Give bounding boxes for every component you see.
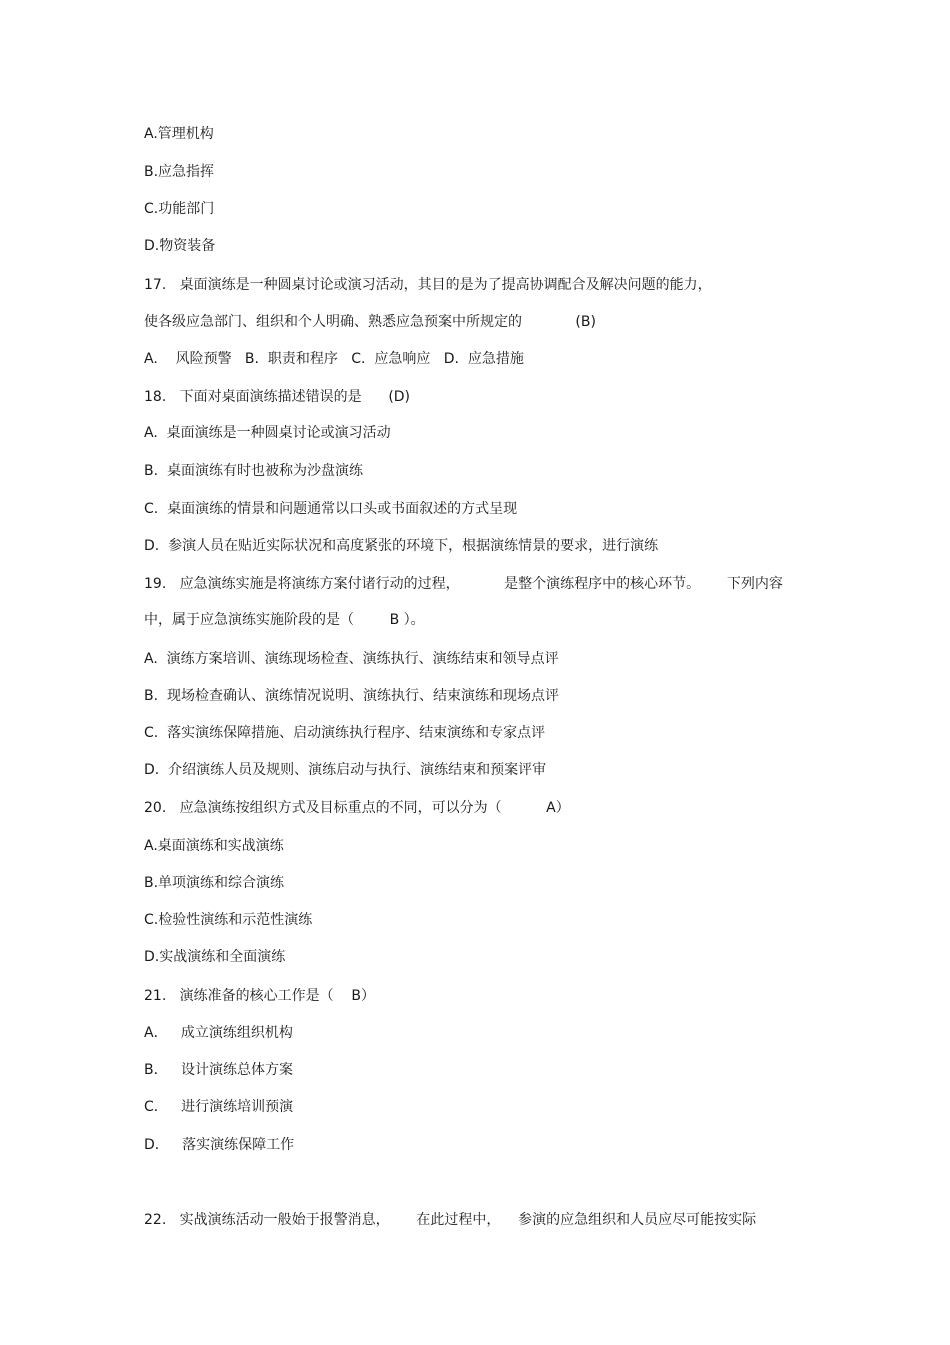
question-22-line: 22. 实战演练活动一般始于报警消息， 在此过程中， 参演的应急组织和人员应尽可能按实际 [144,1212,757,1228]
question-18-option-b: B. 桌面演练有时也被称为沙盘演练 [144,463,363,479]
option-d-line: D.物资装备 [144,238,216,254]
question-21-option-a: A． 成立演练组织机构 [144,1025,293,1041]
question-20-option-b: B.单项演练和综合演练 [144,875,285,891]
question-20-option-a: A.桌面演练和实战演练 [144,838,284,854]
question-21-option-b: B． 设计演练总体方案 [144,1062,293,1078]
question-19-line-2: 中，属于应急演练实施阶段的是（ B ）。 [144,612,425,628]
question-18-option-a: A. 桌面演练是一种圆桌讨论或演习活动 [144,425,391,441]
question-17-line-1: 17. 桌面演练是一种圆桌讨论或演习活动，其目的是为了提高协调配合及解决问题的能力， [144,277,712,293]
question-20-option-d: D.实战演练和全面演练 [144,949,286,965]
question-19-option-c: C. 落实演练保障措施、启动演练执行程序、结束演练和专家点评 [144,725,546,741]
question-18-option-c: C. 桌面演练的情景和问题通常以口头或书面叙述的方式呈现 [144,501,518,517]
question-19-option-b: B. 现场检查确认、演练情况说明、演练执行、结束演练和现场点评 [144,688,559,704]
question-21-line: 21. 演练准备的核心工作是（ B） [144,988,376,1004]
question-20-line: 20. 应急演练按组织方式及目标重点的不同，可以分为（ A） [144,800,570,816]
question-18-line: 18. 下面对桌面演练描述错误的是 (D) [144,389,411,405]
option-b-line: B.应急指挥 [144,164,215,180]
option-a-line: A.管理机构 [144,126,214,142]
option-c-line: C.功能部门 [144,201,215,217]
question-19-option-d: D. 介绍演练人员及规则、演练启动与执行、演练结束和预案评审 [144,762,547,778]
question-21-option-d: D． 落实演练保障工作 [144,1137,295,1153]
question-18-option-d: D. 参演人员在贴近实际状况和高度紧张的环境下，根据演练情景的要求，进行演练 [144,538,659,554]
question-20-option-c: C.检验性演练和示范性演练 [144,912,313,928]
question-21-option-c: C． 进行演练培训预演 [144,1099,294,1115]
question-19-line-1: 19. 应急演练实施是将演练方案付诸行动的过程， 是整个演练程序中的核心环节。 下列内容 [144,576,783,592]
question-17-line-2: 使各级应急部门、组织和个人明确、熟悉应急预案中所规定的 (B) [144,314,596,330]
question-17-options: A. 风险预警 B. 职责和程序 C. 应急响应 D. 应急措施 [144,351,524,367]
question-19-option-a: A. 演练方案培训、演练现场检查、演练执行、演练结束和领导点评 [144,651,559,667]
